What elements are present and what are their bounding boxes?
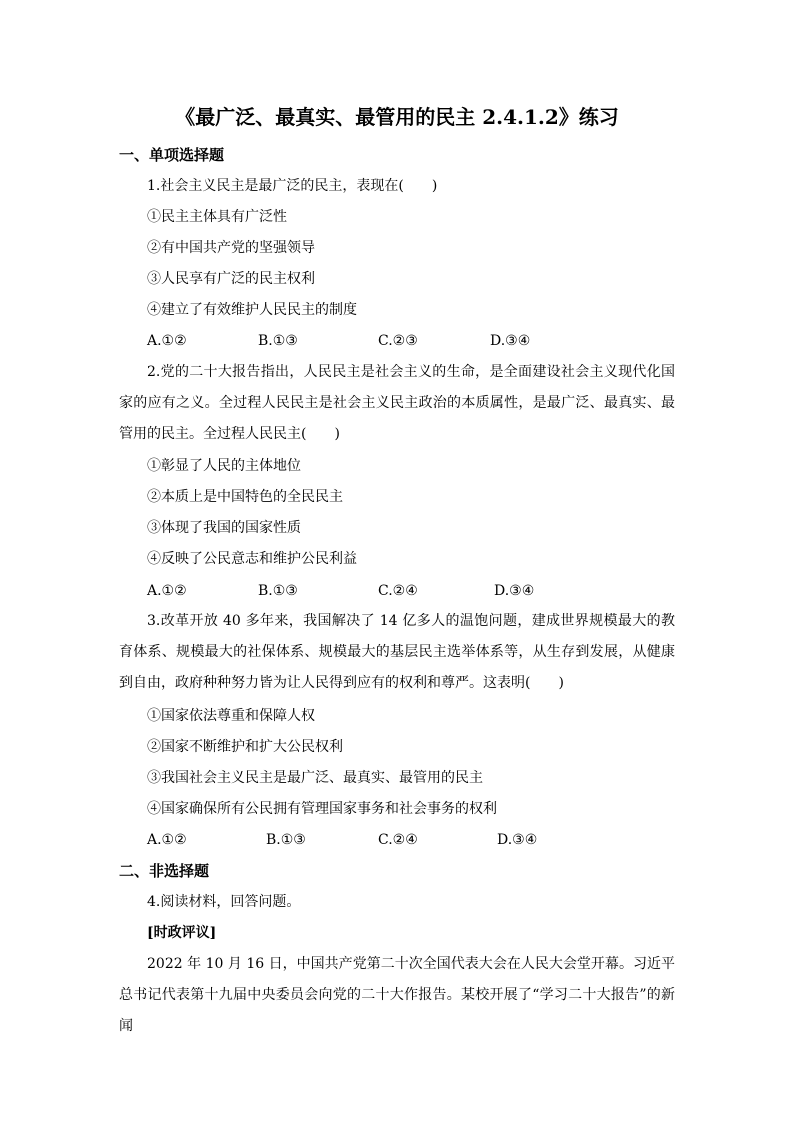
q2-option-c[interactable]: C.②④ (378, 583, 418, 599)
q2-option-a[interactable]: A.①② (147, 583, 187, 599)
q4-material: 2022 年 10 月 16 日，中国共产党第二十次全国代表大会在人民大会堂开幕。习近平总书记代表第十九届中央委员会向党的二十大作报告。某校开展了“学习二十大报告”的新闻 (119, 956, 675, 1034)
q3-stem: 3.改革开放 40 多年来，我国解决了 14 亿多人的温饱问题，建成世界规模最大的教育体系、规模最大的社保体系、规模最大的基层民主选举体系等，从生存到发展，从健康到自由，政府种种努力皆为让人民得到应有的权利和尊严。这表明( ) (119, 613, 675, 691)
q4-stem: 4.阅读材料，回答问题。 (147, 894, 301, 910)
q1-item-4: ④建立了有效维护人民民主的制度 (147, 302, 357, 318)
q2-item-4: ④反映了公民意志和维护公民利益 (147, 551, 357, 567)
q2-item-3: ③体现了我国的国家性质 (147, 520, 301, 536)
q1-option-c[interactable]: C.②③ (378, 333, 418, 349)
q3-option-a[interactable]: A.①② (147, 832, 187, 848)
q2-option-d[interactable]: D.③④ (494, 583, 535, 599)
q3-option-d[interactable]: D.③④ (497, 832, 538, 848)
section-heading-single-choice: 一、单项选择题 (119, 146, 225, 164)
q1-item-2: ②有中国共产党的坚强领导 (147, 240, 315, 256)
page-title: 《最广泛、最真实、最管用的民主 2.4.1.2》练习 (175, 105, 619, 129)
q1-item-1: ①民主主体具有广泛性 (147, 209, 287, 225)
q2-item-1: ①彰显了人民的主体地位 (147, 458, 301, 474)
q3-item-2: ②国家不断维护和扩大公民权利 (147, 739, 343, 755)
q3-item-1: ①国家依法尊重和保障人权 (147, 708, 315, 724)
q1-option-d[interactable]: D.③④ (490, 333, 531, 349)
q1-option-b[interactable]: B.①③ (258, 333, 298, 349)
q2-item-2: ②本质上是中国特色的全民民主 (147, 489, 343, 505)
q1-item-3: ③人民享有广泛的民主权利 (147, 271, 315, 287)
q2-stem: 2.党的二十大报告指出，人民民主是社会主义的生命，是全面建设社会主义现代化国家的应有之义。全过程人民民主是社会主义民主政治的本质属性，是最广泛、最真实、最管用的民主。全过程人民民主( ) (119, 364, 675, 442)
section-heading-non-choice: 二、非选择题 (119, 862, 210, 880)
q2-option-b[interactable]: B.①③ (258, 583, 298, 599)
q3-item-4: ④国家确保所有公民拥有管理国家事务和社会事务的权利 (147, 801, 497, 817)
q1-option-a[interactable]: A.①② (147, 333, 187, 349)
q1-stem: 1.社会主义民主是最广泛的民主，表现在( ) (147, 178, 438, 194)
q3-option-b[interactable]: B.①③ (266, 832, 306, 848)
q3-item-3: ③我国社会主义民主是最广泛、最真实、最管用的民主 (147, 770, 483, 786)
q3-option-c[interactable]: C.②④ (378, 832, 418, 848)
q4-material-tag: [时政评议] (147, 925, 217, 941)
